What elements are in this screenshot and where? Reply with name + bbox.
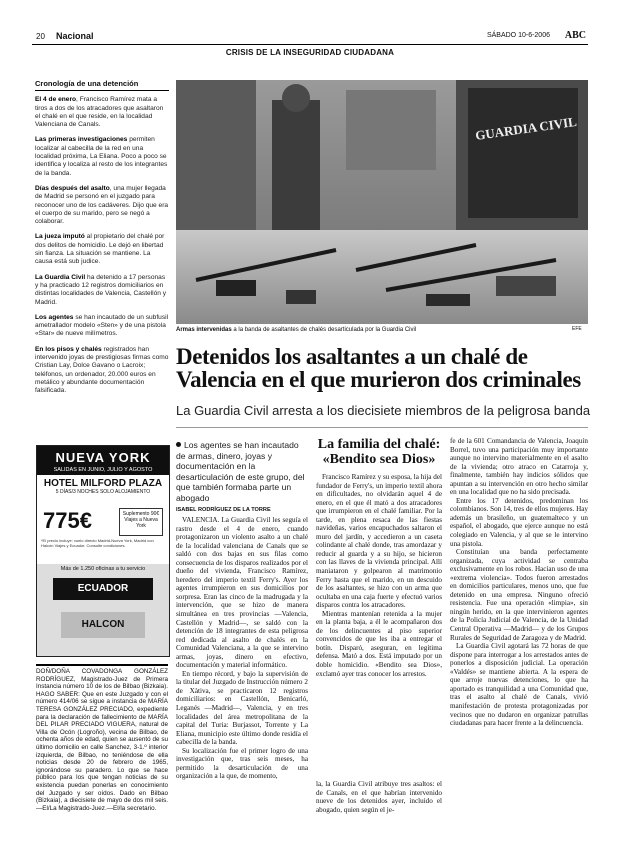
photo-credit: EFE	[572, 326, 582, 332]
article-paragraph: VALENCIA. La Guardia Civil les seguía el rastro desde el 4 de enero, cuando protagonizaron un violento asalto a un chalé de la localidad valenciana de Canals que se saldó con dos bajas en sus filas como consecuencia de los disparos realizados por el dueño del vivienda, Francisco Ramírez, heredero del imperio textil Ferry's. Ayer los agentes irrumpieron en sus domicilios por sorpresa. Eran las cinco de la madrugada y la intervención, que se hizo de manera simultánea en tres provincias —Valencia, Castellón y Madrid—, se saldó con la detención de 18 integrantes de esta peligrosa red dedicada al asalto de chalés en la Comunidad Valenciana, a la que se intervino armas, joyas, dinero en efectivo, documentación y material informático.	[176, 516, 308, 670]
article-lead: Los agentes se han incautado de armas, dinero, joyas y documentación en la desarticulación de este grupo, del que también formaba parte un abogado	[176, 440, 305, 503]
ad-city: NUEVA YORK	[37, 446, 169, 466]
article-column-2	[316, 437, 442, 678]
ad-hotel-sub: 5 DÍAS/3 NOCHES SOLO ALOJAMIENTO	[55, 489, 151, 495]
chronology-item: La jueza imputó al propietario del chalé por dos delitos de homicidio. Le dejó en libertad sin fianza. La situación se mantiene. La causa está sub judice.	[35, 233, 165, 266]
chronology-box	[35, 80, 169, 403]
article-headline: Detenidos los asaltantes a un chalé de Valencia en el que murieron dos criminales	[176, 344, 581, 392]
chronology-item: Las primeras investigaciones permiten localizar al cabecilla de la red en una localidad próxima, La Eliana. Poco a poco se identifica y localiza al resto de los integrantes de la banda.	[35, 136, 168, 177]
article-column-2-continuation	[316, 780, 442, 814]
article-paragraph: En tiempo récord, y bajo la supervisión de la titular del Juzgado de Instrucción número 2 de Xàtiva, se practicaron 12 registros domiciliarios: en Castellón, Benicarló, Leganés —Madrid—, Valencia, y en tres localidades del área metropolitana de la capital del Turia: Burjassot, Torrente y La Eliana, municipio este último donde residía el cabecilla de la banda.	[176, 669, 308, 747]
section-name: Nacional	[56, 31, 94, 41]
abc-logo: ABC	[564, 30, 586, 41]
ad-brand-halcon: HALCON	[61, 612, 145, 638]
article-paragraph: Francisco Ramírez y su esposa, la hija del fundador de Ferry's, un imperio textil ahora en dificultades, no olvidarán aquel 4 de enero, en el que él mató a dos atracadores que irrumpieron en el chalé familiar. Por la tarde, en plena resaca de las fiestas navideñas, varios encapuchados saltaron el muro del jardín, y accedieron a un caseta colindante al chalé donde, tras amordazar y reducir al guarda y a su hijo, se hicieron con las llaves de la vivienda principal. Allí maniataron y golpearon al matrimonio Ferry hasta que el marido, en un descuido de los asaltantes, se hizo con un arma que ocultaba en una caja fuerte y efectuó varios disparos contra los atracadores.	[316, 473, 442, 610]
page-header	[32, 30, 588, 45]
article-subhead: La Guardia Civil arresta a los diecisiete miembros de la peligrosa banda	[176, 403, 591, 418]
article-paragraph: Su localización fue el primer logro de una investigación que, tras seis meses, ha permitido la desarticulación de una organización a la que, de momento,	[176, 746, 308, 781]
article-paragraph: fe de la 601 Comandancia de Valencia, Joaquín Borrel, tuvo una participación muy importante aunque no intervino materialmente en el asalto de la vivienda; otro atraco en Catarroja y, finalmente, también hay indicios sólidos que apuntan a su intervención en otro hecho similar en una localidad que no ha sido precisada.	[450, 437, 588, 497]
article-paragraph: Mientras mantenían retenida a la mujer en la planta baja, a él le acompañaron dos de los delincuentes al piso superior convencidos de que les iba a entregar el botín. Disparó, aseguran, en legítima defensa. Mató a dos. Está imputado por un doble homicidio. «Bendito sea Dios», exclamó ayer tras conocer los arrestos.	[316, 609, 442, 678]
ad-brand-ecuador: ECUADOR	[53, 578, 153, 600]
ad-badge: Suplemento 90€ Viajes a Nueva York	[119, 508, 163, 536]
article-paragraph: Constituían una banda perfectamente organizada, cuya actividad se centraba exclusivamente en los robos. Hacían uso de una «extrema violencia». Todos fueron arrestados en domicilios particulares, menos uno, que fue detenido en una empresa. Ninguno ofreció resistencia. Fue una operación «limpia», sin ningún herido, en la que intervinieron agentes de la Policía Judicial de Valencia, de la Unidad Central Operativa —Madrid— y de los Grupos Rurales de Seguridad de Zaragoza y de Madrid.	[450, 548, 588, 642]
divider	[176, 427, 588, 428]
sidebar-title: La familia del chalé: «Bendito sea Dios»	[317, 437, 441, 467]
chronology-item: La Guardia Civil ha detenido a 17 personas y ha practicado 12 registros domiciliarios en distintas localidades de Valencia, Castellón y Madrid.	[35, 273, 167, 306]
legal-notice: DOÑ/DOÑA COVADONGA GONZÁLEZ RODRÍGUEZ, Magistrado-Juez de Primera Instancia número 10 de los de Bilbao (Bizkaia). HAGO SABER: Que en este Juzgado y con el número 414/06 se sigue a instancia de MARÍA TERESA GONZÁLEZ PRECIADO, expediente para la declaración de fallecimiento de MARÍA DEL PILAR PRECIADO VIGUERA, natural de Villa de Ocón (Logroño), vecina de Bilbao, de ochenta años de edad, quien se ausentó de su último domicilio en calle Sanchez, 3-1.º interior izquierda, de Bilbao, no teniéndose de ella noticias desde 20 de febrero de 1965, ignorándose su paradero. Lo que se hace público para los que tengan noticias de su existencia puedan ponerlas en conocimiento del Juzgado y ser oídos. Dado en Bilbao (Bizkaia), a diecisiete de mayo de dos mil seis.—El/La Magistrado-Juez.—El/la secretario.	[36, 664, 168, 812]
chronology-item: Los agentes se han incautado de un subfusil ametrallador modelo «Sten» y de una pistola «Star» de nueve milímetros.	[35, 313, 169, 338]
section-kicker: CRISIS DE LA INSEGURIDAD CIUDADANA	[225, 48, 395, 57]
article-column-3	[450, 437, 588, 728]
article-paragraph: La Guardia Civil agotará las 72 horas de que dispone para interrogar a los arrestados antes de ponerlos a disposición judicial. La operación «Valdés» se mantiene abierta. A la espera de que arroje nuevas detenciones, lo que ha aportado es tranquilidad a una Comunidad que, tras el asalto al chalé de Canals, vivió manifestación de protesta protagonizadas por vecinos que no dudaron en organizar patrullas ciudadanas para hacer frente a la delincuencia.	[450, 642, 588, 728]
ad-hotel: HOTEL MILFORD PLAZA	[43, 478, 163, 489]
bullet-icon	[176, 442, 181, 447]
travel-advertisement	[36, 445, 170, 657]
chronology-item: Días después del asalto, una mujer llegada de Madrid se personó en el juzgado para reconocer uno de los cadáveres. Dijo que era el cuerpo de su marido, pero se negó a colaborar.	[35, 184, 169, 226]
article-paragraph: Entre los 17 detenidos, predominan los colombianos. Son 14, tres de ellos mujeres. Hay además un brasileño, un guatemalteco y un español, el abogado, que ejerce aunque no está colegiado en Valencia, y al que se le intervino una pistola.	[450, 496, 588, 548]
issue-date: SÁBADO 10-6-2006	[486, 32, 550, 39]
article-byline: ISABEL RODRÍGUEZ DE LA TORRE	[176, 507, 271, 513]
chronology-item: El 4 de enero, Francisco Ramírez mata a tiros a dos de los atracadores que asaltaron el chalé en el que reside, en la localidad Valenciana de Canals.	[35, 96, 164, 129]
news-photo	[176, 80, 588, 324]
guardia-civil-sign: GUARDIA CIVIL	[474, 113, 578, 143]
ad-brands	[37, 564, 169, 656]
photo-caption: Armas intervenidas a la banda de asaltantes de chalés desarticulada por la Guardia Civil	[176, 327, 417, 333]
chronology-title: Cronología de una detención	[35, 80, 169, 91]
chronology-item: En los pisos y chalés registrados han intervenido joyas de prestigiosas firmas como Cristian Lay, Dolce Gavano o Lacroix; teléfonos, un ordenador, 20.000 euros en metálico y abundante documentación falsificada.	[35, 345, 169, 395]
page-number: 20	[36, 32, 45, 41]
ad-fine-print: *El precio incluye: vuelo directo Madrid-Nueva York, Madrid con Halcón Viajes y Ecuador. Consulte condiciones.	[41, 538, 154, 548]
weapons-photo-illustration	[176, 80, 588, 324]
ad-departures: SALIDAS EN JUNIO, JULIO Y AGOSTO	[37, 466, 169, 475]
article-paragraph: la, la Guardia Civil atribuye tres asaltos: el de Canals, en el que habrían intervenido nueve de los detenidos ayer, incluido el abogado, quien según el je-	[316, 780, 442, 814]
article-column-1	[176, 516, 308, 781]
ad-price: 775€	[43, 508, 92, 533]
ad-offices: Más de 1.250 oficinas a tu servicio	[60, 566, 146, 572]
